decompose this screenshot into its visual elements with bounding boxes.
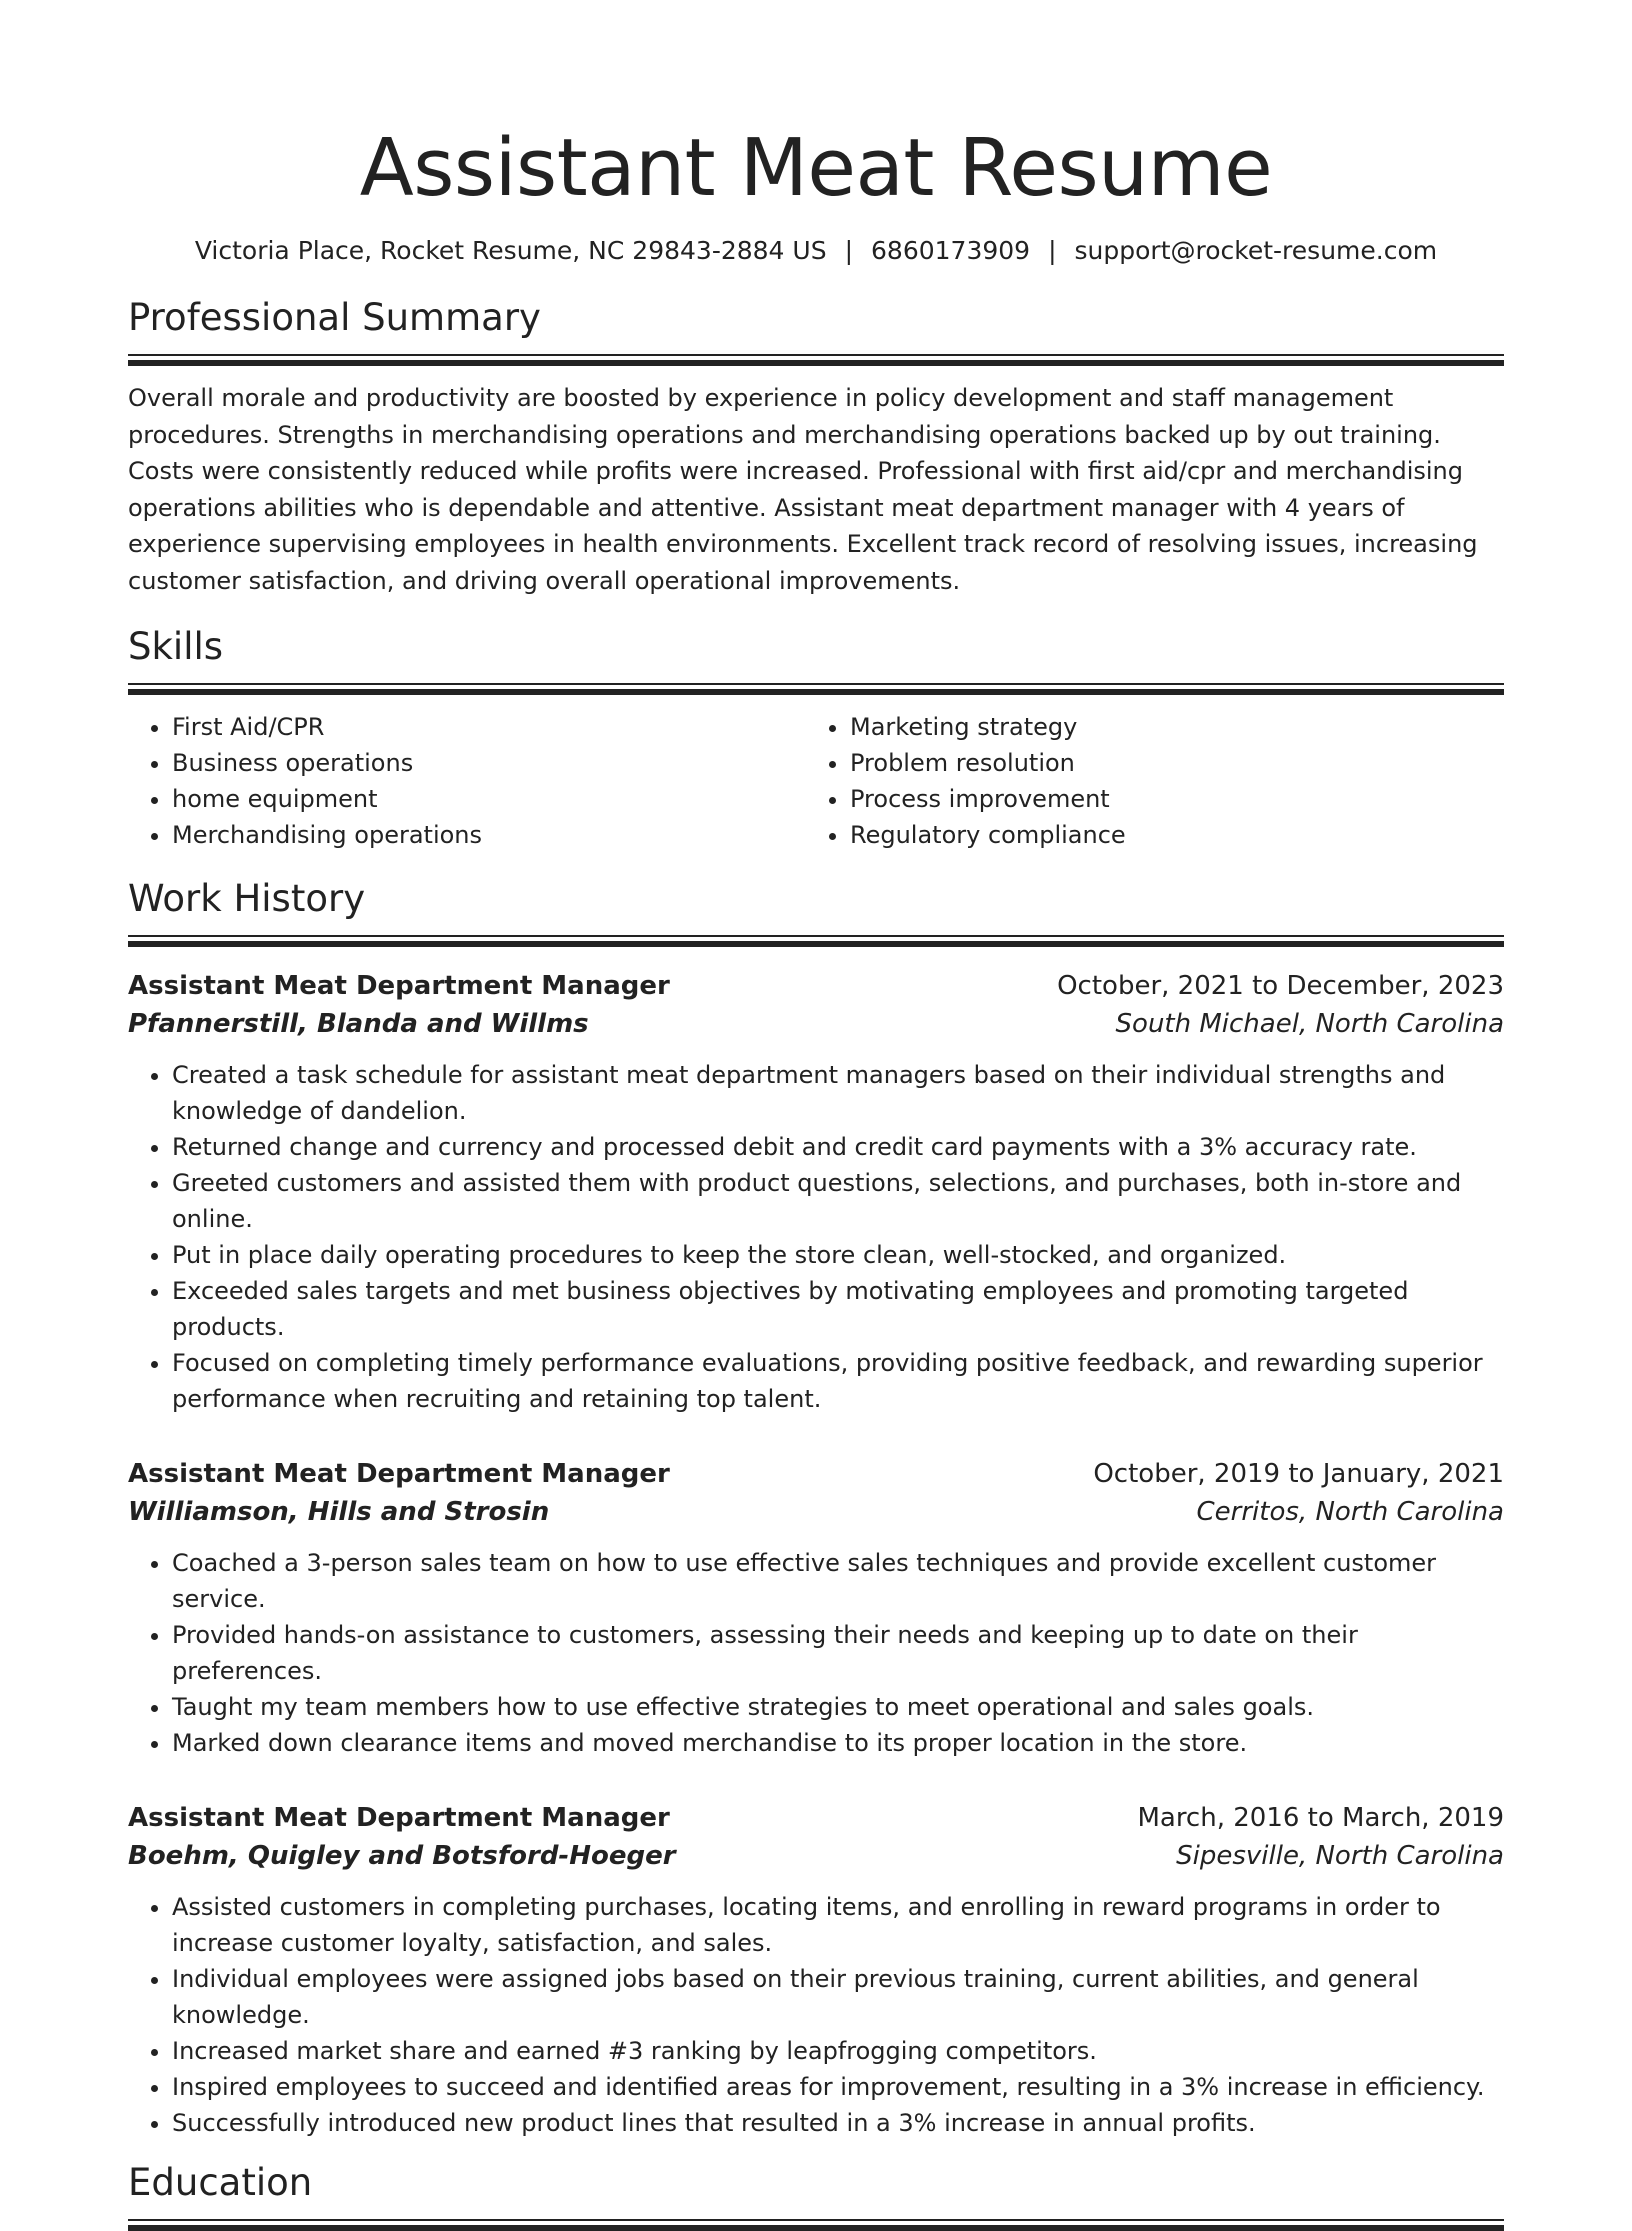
job-bullet: • Provided hands-on assistance to customers, assessing their needs and keeping up to date on their preferences. bbox=[172, 1617, 1504, 1689]
job-bullet: • Increased market share and earned #3 ranking by leapfrogging competitors. bbox=[172, 2033, 1504, 2069]
skills-column-left bbox=[128, 709, 806, 853]
job-location: South Michael, North Carolina bbox=[1115, 1009, 1504, 1039]
job-bullet: • Put in place daily operating procedures to keep the store clean, well-stocked, and organized. bbox=[172, 1237, 1504, 1273]
skill-item: • Regulatory compliance bbox=[850, 817, 1484, 853]
job-bullet: • Taught my team members how to use effective strategies to meet operational and sales goals. bbox=[172, 1689, 1504, 1725]
summary-text: Overall morale and productivity are boosted by experience in policy development and staff management procedures. Strengths in merchandising operations and merchandising operations backed up by out training. Costs were consistently reduced while profits were increased. Professional with first aid/cpr and merchandising operations abilities who is dependable and attentive. Assistant meat department manager with 4 years of experience supervising employees in health environments. Excellent track record of resolving issues, increasing customer satisfaction, and driving overall operational improvements. bbox=[128, 384, 1478, 595]
section-divider bbox=[128, 354, 1504, 366]
job-bullet: • Inspired employees to succeed and identified areas for improvement, resulting in a 3% increase in efficiency. bbox=[172, 2069, 1504, 2105]
section-heading: Education bbox=[128, 2161, 313, 2204]
contact-separator: | bbox=[1048, 236, 1057, 265]
section-divider bbox=[128, 2219, 1504, 2231]
job-dates: October, 2019 to January, 2021 bbox=[1093, 1459, 1504, 1489]
work-history-section bbox=[128, 875, 1504, 2141]
contact-line bbox=[128, 234, 1504, 268]
job-bullet: • Coached a 3-person sales team on how to use effective sales techniques and provide excellent customer service. bbox=[172, 1545, 1504, 1617]
skills-section bbox=[128, 623, 1504, 853]
job-bullet: • Individual employees were assigned jobs based on their previous training, current abilities, and general knowledge. bbox=[172, 1961, 1504, 2033]
job-bullet: • Focused on completing timely performance evaluations, providing positive feedback, and rewarding superior performance when recruiting and retaining top talent. bbox=[172, 1345, 1504, 1417]
job-list bbox=[128, 967, 1504, 2141]
section-divider bbox=[128, 935, 1504, 947]
contact-address: Victoria Place, Rocket Resume, NC 29843-2884 US bbox=[194, 236, 827, 265]
skill-item: • Marketing strategy bbox=[850, 709, 1484, 745]
job-title: Assistant Meat Department Manager bbox=[128, 1803, 670, 1833]
section-heading: Work History bbox=[128, 877, 366, 920]
job-location: Cerritos, North Carolina bbox=[1196, 1497, 1504, 1527]
job-header-row bbox=[128, 1455, 1504, 1493]
skill-item: • Problem resolution bbox=[850, 745, 1484, 781]
job-company-row bbox=[128, 1005, 1504, 1043]
professional-summary-section bbox=[128, 294, 1504, 599]
skills-column-right bbox=[806, 709, 1484, 853]
job-header-row bbox=[128, 1799, 1504, 1837]
job-title: Assistant Meat Department Manager bbox=[128, 1459, 670, 1489]
job-bullet: • Created a task schedule for assistant meat department managers based on their individual strengths and knowledge of dandelion. bbox=[172, 1057, 1504, 1129]
section-heading: Skills bbox=[128, 625, 224, 668]
resume-page bbox=[128, 0, 1504, 2231]
skill-item: • Merchandising operations bbox=[172, 817, 806, 853]
job-bullet-list bbox=[128, 1057, 1504, 1417]
contact-email: support@rocket-resume.com bbox=[1074, 236, 1438, 265]
education-section bbox=[128, 2159, 1504, 2231]
job-dates: October, 2021 to December, 2023 bbox=[1057, 971, 1504, 1001]
job-entry bbox=[128, 967, 1504, 1417]
skill-item: • Business operations bbox=[172, 745, 806, 781]
job-company-row bbox=[128, 1837, 1504, 1875]
job-company: Williamson, Hills and Strosin bbox=[128, 1497, 550, 1527]
job-location: Sipesville, North Carolina bbox=[1176, 1841, 1504, 1871]
section-divider bbox=[128, 683, 1504, 695]
job-bullet: • Greeted customers and assisted them with product questions, selections, and purchases, both in-store and online. bbox=[172, 1165, 1504, 1237]
contact-separator: | bbox=[844, 236, 854, 265]
job-bullet-list bbox=[128, 1545, 1504, 1761]
section-heading: Professional Summary bbox=[128, 296, 541, 339]
contact-phone: 6860173909 bbox=[871, 236, 1031, 265]
job-bullet: • Assisted customers in completing purchases, locating items, and enrolling in reward programs in order to increase customer loyalty, satisfaction, and sales. bbox=[172, 1889, 1504, 1961]
skill-item: • Process improvement bbox=[850, 781, 1484, 817]
job-entry bbox=[128, 1799, 1504, 2141]
skills-grid bbox=[128, 709, 1504, 853]
resume-title: Assistant Meat Resume bbox=[359, 122, 1273, 214]
job-bullet: • Returned change and currency and processed debit and credit card payments with a 3% accuracy rate. bbox=[172, 1129, 1504, 1165]
job-company-row bbox=[128, 1493, 1504, 1531]
job-bullet: • Successfully introduced new product lines that resulted in a 3% increase in annual profits. bbox=[172, 2105, 1504, 2141]
job-dates: March, 2016 to March, 2019 bbox=[1137, 1803, 1504, 1833]
job-bullet: • Exceeded sales targets and met business objectives by motivating employees and promoting targeted products. bbox=[172, 1273, 1504, 1345]
job-company: Boehm, Quigley and Botsford-Hoeger bbox=[128, 1841, 676, 1871]
job-header-row bbox=[128, 967, 1504, 1005]
job-bullet: • Marked down clearance items and moved merchandise to its proper location in the store. bbox=[172, 1725, 1504, 1761]
job-bullet-list bbox=[128, 1889, 1504, 2141]
job-entry bbox=[128, 1455, 1504, 1761]
job-title: Assistant Meat Department Manager bbox=[128, 971, 670, 1001]
skill-item: • home equipment bbox=[172, 781, 806, 817]
skill-item: • First Aid/CPR bbox=[172, 709, 806, 745]
job-company: Pfannerstill, Blanda and Willms bbox=[128, 1009, 589, 1039]
